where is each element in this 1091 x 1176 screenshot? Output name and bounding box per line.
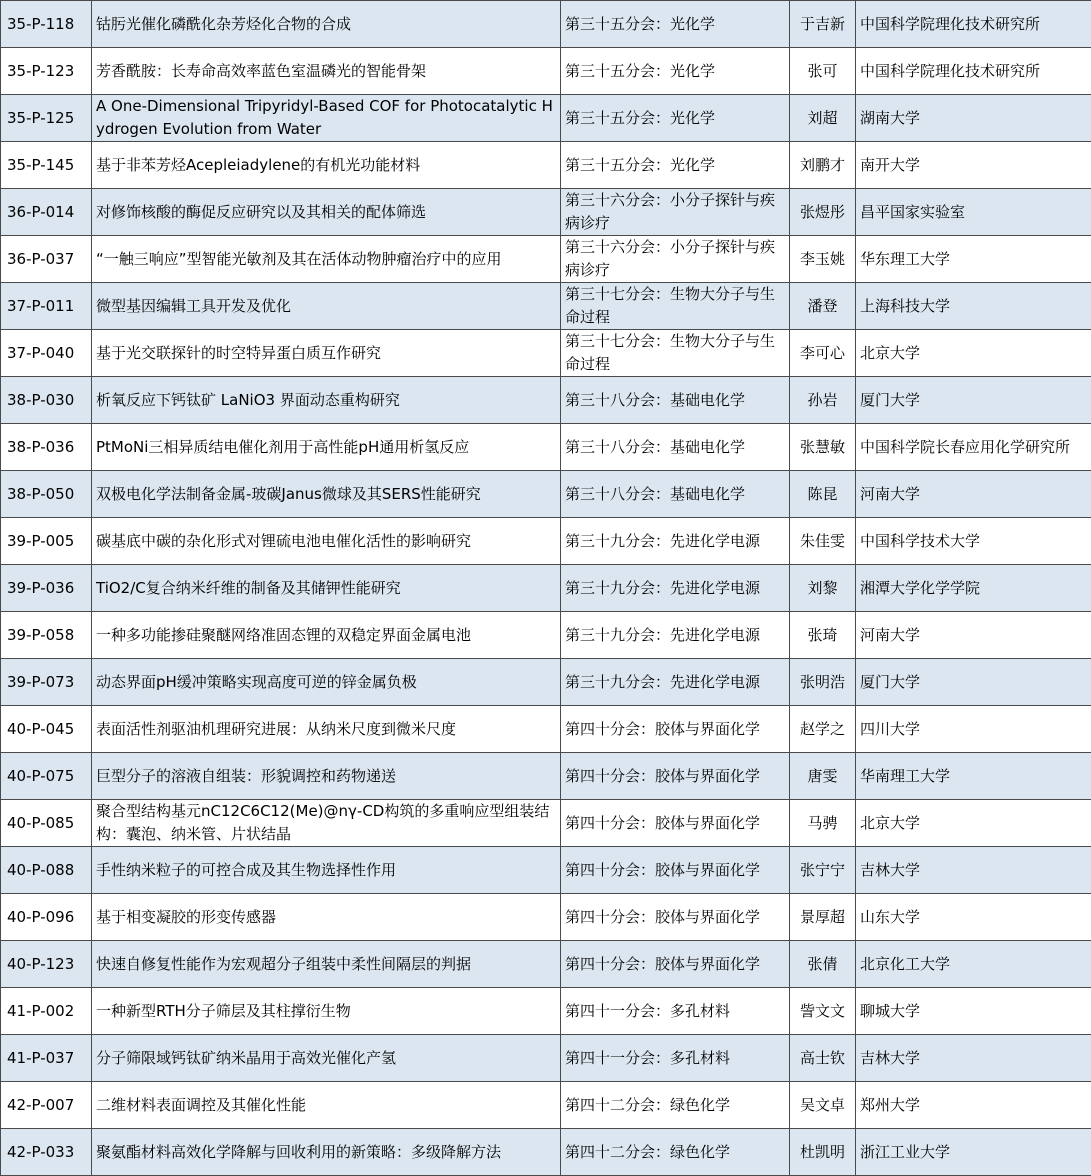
poster-id: 37-P-040 xyxy=(1,330,92,377)
institution-name: 吉林大学 xyxy=(856,1035,1091,1082)
author-name: 高士钦 xyxy=(790,1035,856,1082)
poster-title: 聚氨酯材料高效化学降解与回收利用的新策略：多级降解方法 xyxy=(92,1129,561,1176)
table-row xyxy=(1,753,1091,800)
session-name: 第三十六分会：小分子探针与疾病诊疗 xyxy=(561,236,790,283)
poster-title: TiO2/C复合纳米纤维的制备及其储钾性能研究 xyxy=(92,565,561,612)
poster-id: 40-P-096 xyxy=(1,894,92,941)
author-name: 李玉姚 xyxy=(790,236,856,283)
poster-title: 钴肟光催化磷酰化杂芳烃化合物的合成 xyxy=(92,1,561,48)
author-name: 杜凯明 xyxy=(790,1129,856,1176)
session-name: 第三十七分会：生物大分子与生命过程 xyxy=(561,330,790,377)
table-row xyxy=(1,95,1091,142)
table-row xyxy=(1,236,1091,283)
table-row xyxy=(1,189,1091,236)
table-row xyxy=(1,377,1091,424)
table-row xyxy=(1,894,1091,941)
session-name: 第四十一分会：多孔材料 xyxy=(561,988,790,1035)
session-name: 第四十分会：胶体与界面化学 xyxy=(561,800,790,847)
poster-title: 一种多功能掺硅聚醚网络准固态锂的双稳定界面金属电池 xyxy=(92,612,561,659)
institution-name: 聊城大学 xyxy=(856,988,1091,1035)
poster-id: 39-P-058 xyxy=(1,612,92,659)
poster-title: 动态界面pH缓冲策略实现高度可逆的锌金属负极 xyxy=(92,659,561,706)
table-row xyxy=(1,283,1091,330)
poster-id: 38-P-036 xyxy=(1,424,92,471)
institution-name: 浙江工业大学 xyxy=(856,1129,1091,1176)
author-name: 张明浩 xyxy=(790,659,856,706)
institution-name: 华南理工大学 xyxy=(856,753,1091,800)
poster-title: 碳基底中碳的杂化形式对锂硫电池电催化活性的影响研究 xyxy=(92,518,561,565)
poster-title: 基于相变凝胶的形变传感器 xyxy=(92,894,561,941)
poster-id: 36-P-037 xyxy=(1,236,92,283)
poster-id: 37-P-011 xyxy=(1,283,92,330)
author-name: 訾文文 xyxy=(790,988,856,1035)
author-name: 李可心 xyxy=(790,330,856,377)
poster-id: 39-P-073 xyxy=(1,659,92,706)
poster-id: 38-P-030 xyxy=(1,377,92,424)
session-name: 第三十五分会：光化学 xyxy=(561,1,790,48)
table-row xyxy=(1,800,1091,847)
institution-name: 山东大学 xyxy=(856,894,1091,941)
session-name: 第三十九分会：先进化学电源 xyxy=(561,518,790,565)
poster-title: A One-Dimensional Tripyridyl-Based COF for Photocatalytic Hydrogen Evolution from Water xyxy=(92,95,561,142)
poster-title: 析氧反应下钙钛矿 LaNiO3 界面动态重构研究 xyxy=(92,377,561,424)
table-row xyxy=(1,518,1091,565)
table-row xyxy=(1,847,1091,894)
table-row xyxy=(1,1082,1091,1129)
author-name: 张可 xyxy=(790,48,856,95)
institution-name: 河南大学 xyxy=(856,612,1091,659)
poster-title: 手性纳米粒子的可控合成及其生物选择性作用 xyxy=(92,847,561,894)
table-row xyxy=(1,565,1091,612)
table-row xyxy=(1,1129,1091,1176)
poster-title: “一触三响应”型智能光敏剂及其在活体动物肿瘤治疗中的应用 xyxy=(92,236,561,283)
poster-id: 41-P-002 xyxy=(1,988,92,1035)
institution-name: 上海科技大学 xyxy=(856,283,1091,330)
poster-id: 41-P-037 xyxy=(1,1035,92,1082)
poster-title: 分子筛限域钙钛矿纳米晶用于高效光催化产氢 xyxy=(92,1035,561,1082)
poster-title: 聚合型结构基元nC12C6C12(Me)@nγ-CD构筑的多重响应型组装结构：囊泡、纳米管、片状结晶 xyxy=(92,800,561,847)
table-row xyxy=(1,471,1091,518)
poster-id: 35-P-125 xyxy=(1,95,92,142)
session-name: 第四十分会：胶体与界面化学 xyxy=(561,847,790,894)
poster-id: 40-P-075 xyxy=(1,753,92,800)
author-name: 孙岩 xyxy=(790,377,856,424)
poster-id: 39-P-005 xyxy=(1,518,92,565)
poster-title: 快速自修复性能作为宏观超分子组装中柔性间隔层的判据 xyxy=(92,941,561,988)
table-row xyxy=(1,330,1091,377)
poster-id: 42-P-033 xyxy=(1,1129,92,1176)
table-row xyxy=(1,659,1091,706)
poster-id: 40-P-088 xyxy=(1,847,92,894)
session-name: 第三十八分会：基础电化学 xyxy=(561,377,790,424)
institution-name: 湖南大学 xyxy=(856,95,1091,142)
author-name: 刘鹏才 xyxy=(790,142,856,189)
poster-id: 40-P-045 xyxy=(1,706,92,753)
author-name: 张倩 xyxy=(790,941,856,988)
author-name: 张煜彤 xyxy=(790,189,856,236)
poster-table-body xyxy=(1,1,1091,1176)
author-name: 朱佳雯 xyxy=(790,518,856,565)
author-name: 潘登 xyxy=(790,283,856,330)
poster-title: 对修饰核酸的酶促反应研究以及其相关的配体筛选 xyxy=(92,189,561,236)
institution-name: 厦门大学 xyxy=(856,659,1091,706)
table-row xyxy=(1,706,1091,753)
institution-name: 中国科学院长春应用化学研究所 xyxy=(856,424,1091,471)
table-row xyxy=(1,1,1091,48)
author-name: 唐雯 xyxy=(790,753,856,800)
session-name: 第四十分会：胶体与界面化学 xyxy=(561,706,790,753)
institution-name: 河南大学 xyxy=(856,471,1091,518)
session-name: 第四十分会：胶体与界面化学 xyxy=(561,894,790,941)
author-name: 刘超 xyxy=(790,95,856,142)
table-row xyxy=(1,612,1091,659)
institution-name: 华东理工大学 xyxy=(856,236,1091,283)
author-name: 陈昆 xyxy=(790,471,856,518)
poster-id: 39-P-036 xyxy=(1,565,92,612)
author-name: 景厚超 xyxy=(790,894,856,941)
session-name: 第四十分会：胶体与界面化学 xyxy=(561,753,790,800)
institution-name: 昌平国家实验室 xyxy=(856,189,1091,236)
poster-title: 巨型分子的溶液自组装：形貌调控和药物递送 xyxy=(92,753,561,800)
session-name: 第三十五分会：光化学 xyxy=(561,95,790,142)
institution-name: 北京化工大学 xyxy=(856,941,1091,988)
author-name: 张琦 xyxy=(790,612,856,659)
institution-name: 中国科学技术大学 xyxy=(856,518,1091,565)
poster-title: 二维材料表面调控及其催化性能 xyxy=(92,1082,561,1129)
session-name: 第三十九分会：先进化学电源 xyxy=(561,612,790,659)
institution-name: 南开大学 xyxy=(856,142,1091,189)
institution-name: 湘潭大学化学学院 xyxy=(856,565,1091,612)
session-name: 第四十二分会：绿色化学 xyxy=(561,1082,790,1129)
institution-name: 北京大学 xyxy=(856,800,1091,847)
poster-id: 38-P-050 xyxy=(1,471,92,518)
session-name: 第三十五分会：光化学 xyxy=(561,48,790,95)
poster-id: 40-P-123 xyxy=(1,941,92,988)
author-name: 马骋 xyxy=(790,800,856,847)
session-name: 第三十五分会：光化学 xyxy=(561,142,790,189)
poster-id: 35-P-118 xyxy=(1,1,92,48)
poster-id: 35-P-123 xyxy=(1,48,92,95)
session-name: 第三十八分会：基础电化学 xyxy=(561,471,790,518)
session-name: 第四十一分会：多孔材料 xyxy=(561,1035,790,1082)
poster-id: 40-P-085 xyxy=(1,800,92,847)
table-row xyxy=(1,1035,1091,1082)
poster-title: 微型基因编辑工具开发及优化 xyxy=(92,283,561,330)
session-name: 第三十八分会：基础电化学 xyxy=(561,424,790,471)
poster-title: 基于光交联探针的时空特异蛋白质互作研究 xyxy=(92,330,561,377)
institution-name: 中国科学院理化技术研究所 xyxy=(856,48,1091,95)
author-name: 赵学之 xyxy=(790,706,856,753)
session-name: 第四十分会：胶体与界面化学 xyxy=(561,941,790,988)
author-name: 张慧敏 xyxy=(790,424,856,471)
institution-name: 北京大学 xyxy=(856,330,1091,377)
table-row xyxy=(1,142,1091,189)
session-name: 第三十七分会：生物大分子与生命过程 xyxy=(561,283,790,330)
session-name: 第三十九分会：先进化学电源 xyxy=(561,659,790,706)
session-name: 第四十二分会：绿色化学 xyxy=(561,1129,790,1176)
poster-title: 双极电化学法制备金属-玻碳Janus微球及其SERS性能研究 xyxy=(92,471,561,518)
poster-title: 芳香酰胺：长寿命高效率蓝色室温磷光的智能骨架 xyxy=(92,48,561,95)
table-row xyxy=(1,988,1091,1035)
author-name: 吴文卓 xyxy=(790,1082,856,1129)
poster-id: 42-P-007 xyxy=(1,1082,92,1129)
table-row xyxy=(1,941,1091,988)
author-name: 于吉新 xyxy=(790,1,856,48)
poster-title: PtMoNi三相异质结电催化剂用于高性能pH通用析氢反应 xyxy=(92,424,561,471)
poster-id: 36-P-014 xyxy=(1,189,92,236)
poster-id: 35-P-145 xyxy=(1,142,92,189)
table-row xyxy=(1,48,1091,95)
table-row xyxy=(1,424,1091,471)
session-name: 第三十六分会：小分子探针与疾病诊疗 xyxy=(561,189,790,236)
author-name: 刘黎 xyxy=(790,565,856,612)
institution-name: 中国科学院理化技术研究所 xyxy=(856,1,1091,48)
author-name: 张宁宁 xyxy=(790,847,856,894)
poster-title: 基于非苯芳烃Acepleiadylene的有机光功能材料 xyxy=(92,142,561,189)
institution-name: 吉林大学 xyxy=(856,847,1091,894)
institution-name: 四川大学 xyxy=(856,706,1091,753)
session-name: 第三十九分会：先进化学电源 xyxy=(561,565,790,612)
institution-name: 厦门大学 xyxy=(856,377,1091,424)
poster-title: 一种新型RTH分子筛层及其柱撑衍生物 xyxy=(92,988,561,1035)
institution-name: 郑州大学 xyxy=(856,1082,1091,1129)
poster-title: 表面活性剂驱油机理研究进展：从纳米尺度到微米尺度 xyxy=(92,706,561,753)
